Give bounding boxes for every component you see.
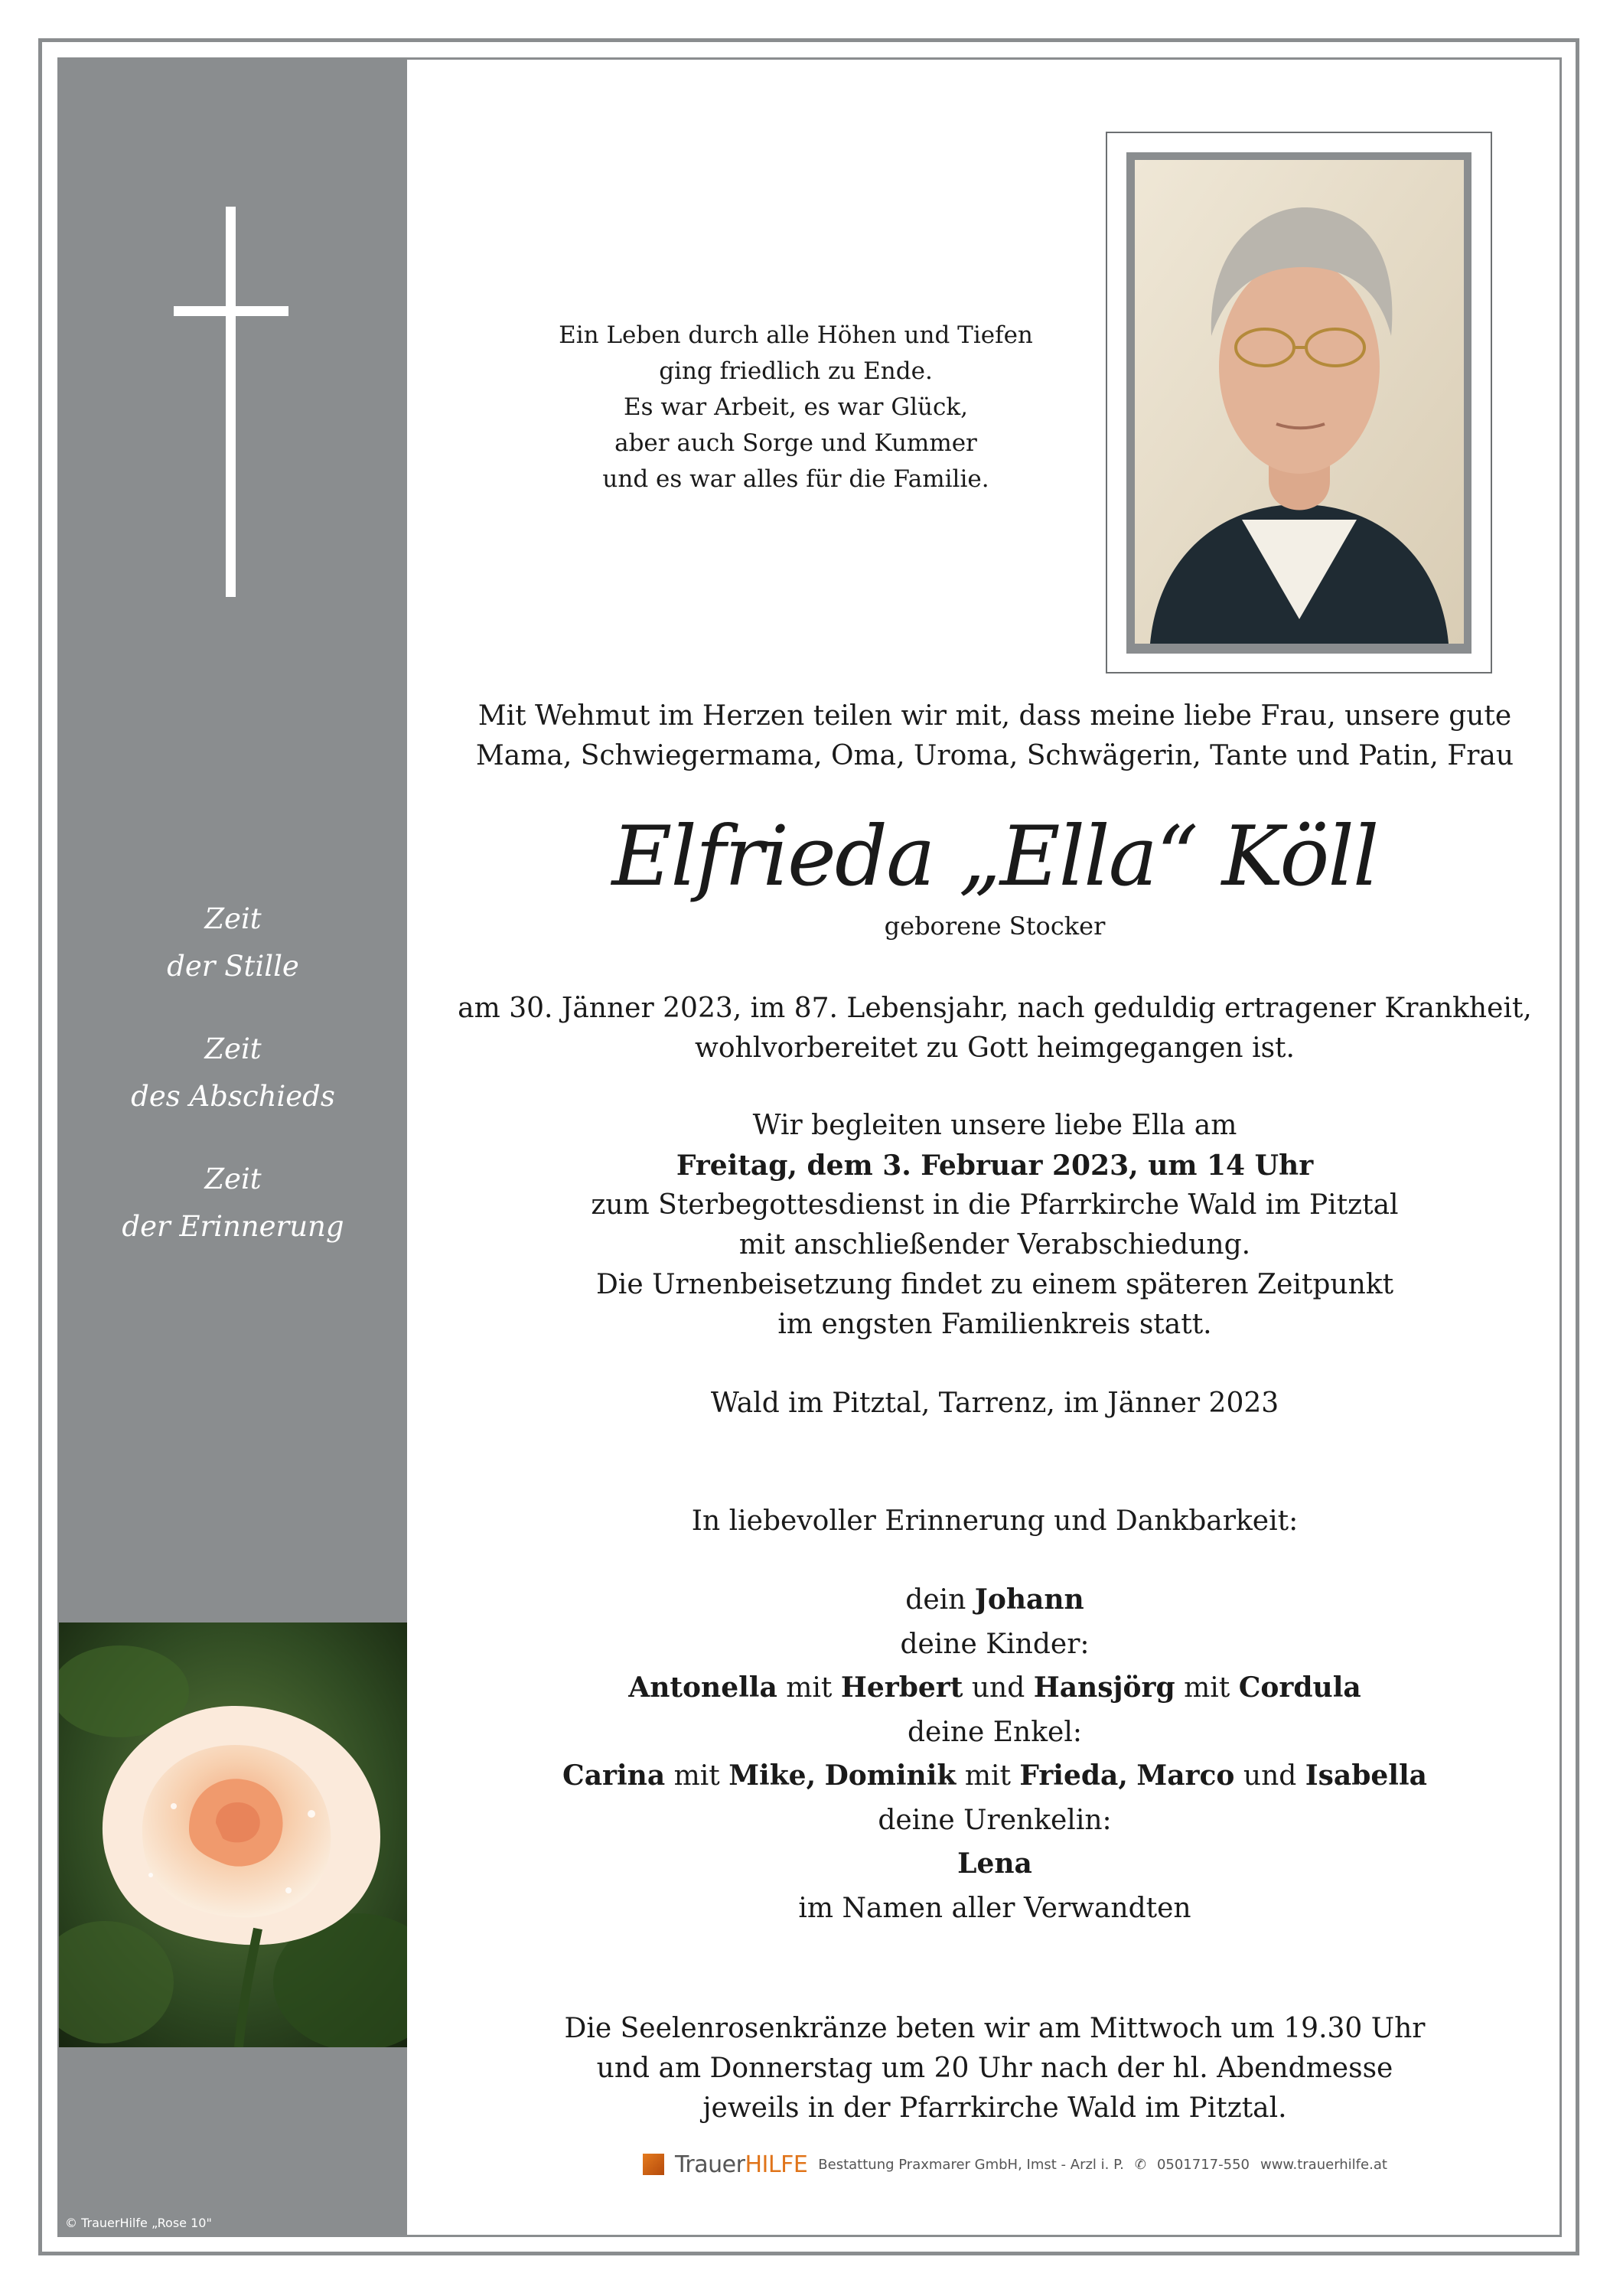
- spouse-prefix: dein: [905, 1584, 966, 1616]
- logo-text-a: Trauer: [675, 2151, 745, 2178]
- grandchild-name: Marco: [1136, 1760, 1235, 1792]
- portrait-photo: [1135, 160, 1464, 644]
- funeral-line: Die Urnenbeisetzung findet zu einem späteren Zeitpunkt: [595, 1269, 1394, 1300]
- verse-line: Zeit: [204, 1163, 262, 1195]
- footer: [643, 2149, 1454, 2180]
- verse-line: Zeit: [204, 1032, 262, 1065]
- grandchildren-line: [429, 1754, 1561, 1799]
- rosary-line: Die Seelenrosenkränze beten wir am Mittwoch um 19.30 Uhr: [564, 2013, 1426, 2044]
- great-grandchildren-label: deine Urenkelin:: [878, 1804, 1112, 1836]
- connector: mit: [786, 1672, 833, 1704]
- poem: [505, 318, 1087, 497]
- verse-line: der Stille: [167, 950, 299, 983]
- poem-line: Es war Arbeit, es war Glück,: [624, 393, 968, 421]
- funeral-line: zum Sterbegottesdienst in die Pfarrkirche Wald im Pitztal: [591, 1189, 1399, 1221]
- death-line: wohlvorbereitet zu Gott heimgegangen ist.: [695, 1032, 1295, 1064]
- poem-line: Ein Leben durch alle Höhen und Tiefen: [559, 321, 1033, 349]
- intro-line: Mit Wehmut im Herzen teilen wir mit, dass meine liebe Frau, unsere gute: [477, 700, 1512, 732]
- rose-image: [59, 1623, 407, 2047]
- company-name: Bestattung Praxmarer GmbH, Imst - Arzl i. P.: [818, 2156, 1124, 2173]
- trauerhilfe-logo: [675, 2151, 807, 2178]
- copyright-note: © TrauerHilfe „Rose 10": [65, 2216, 212, 2230]
- maiden-name: geborene Stocker: [884, 912, 1106, 941]
- rosary-notice: [429, 2009, 1561, 2128]
- cross-icon-bar: [174, 306, 288, 316]
- funeral-details: [429, 1106, 1561, 1345]
- death-line: am 30. Jänner 2023, im 87. Lebensjahr, nach geduldig ertragener Krankheit,: [458, 993, 1532, 1024]
- spouse-line: [429, 1578, 1561, 1623]
- verse-stanza: [59, 1156, 407, 1251]
- poem-line: und es war alles für die Familie.: [602, 465, 989, 493]
- grandchild-partner-name: Frieda,: [1019, 1760, 1128, 1792]
- grandchildren-label: deine Enkel:: [907, 1716, 1083, 1748]
- child-name: Hansjörg: [1033, 1671, 1175, 1704]
- verse-line: der Erinnerung: [122, 1210, 344, 1243]
- rosary-line: und am Donnerstag um 20 Uhr nach der hl. Abendmesse: [596, 2053, 1393, 2084]
- sidebar-verse: [59, 895, 407, 1286]
- phone-icon: ✆: [1134, 2156, 1146, 2173]
- poem-line: ging friedlich zu Ende.: [659, 357, 933, 385]
- website-link[interactable]: www.trauerhilfe.at: [1260, 2156, 1387, 2173]
- place-date: Wald im Pitztal, Tarrenz, im Jänner 2023: [710, 1388, 1279, 1419]
- verse-stanza: [59, 1026, 407, 1120]
- connector: mit: [964, 1760, 1011, 1792]
- gratitude-heading: In liebevoller Erinnerung und Dankbarkeit:: [691, 1505, 1299, 1537]
- phone-number: 0501717-550: [1156, 2156, 1250, 2173]
- funeral-line: Wir begleiten unsere liebe Ella am: [752, 1110, 1237, 1141]
- child-partner-name: Cordula: [1238, 1671, 1361, 1704]
- intro-line: Mama, Schwiegermama, Oma, Uroma, Schwägerin, Tante und Patin, Frau: [475, 740, 1514, 771]
- child-partner-name: Herbert: [840, 1671, 963, 1704]
- grandchild-name: Carina: [562, 1760, 666, 1792]
- verse-line: Zeit: [204, 902, 262, 935]
- poem-line: aber auch Sorge und Kummer: [614, 429, 977, 457]
- great-grandchild-name: Lena: [957, 1848, 1032, 1880]
- trauerhilfe-logo-icon: [643, 2154, 664, 2175]
- verse-line: des Abschieds: [131, 1080, 335, 1113]
- grandchild-partner-name: Mike,: [728, 1760, 816, 1792]
- children-line: [429, 1666, 1561, 1711]
- connector: mit: [1184, 1672, 1230, 1704]
- child-name: Antonella: [628, 1671, 777, 1704]
- funeral-line: mit anschließender Verabschiedung.: [738, 1229, 1251, 1261]
- spouse-name: Johann: [974, 1583, 1084, 1616]
- family-closing: im Namen aller Verwandten: [798, 1892, 1191, 1924]
- deceased-name: Elfrieda „Ella“ Köll: [611, 809, 1378, 905]
- connector: und: [971, 1672, 1025, 1704]
- grandchild-name: Dominik: [824, 1760, 957, 1792]
- announcement-intro: [429, 696, 1561, 776]
- verse-stanza: [59, 895, 407, 990]
- funeral-line: im engsten Familienkreis statt.: [777, 1309, 1212, 1340]
- death-notice: [429, 989, 1561, 1068]
- funeral-date: Freitag, dem 3. Februar 2023, um 14 Uhr: [676, 1150, 1314, 1182]
- family-list: [429, 1578, 1561, 1930]
- children-label: deine Kinder:: [900, 1628, 1090, 1660]
- connector: mit: [673, 1760, 720, 1792]
- logo-text-b: HILFE: [745, 2151, 808, 2178]
- grandchild-name: Isabella: [1305, 1760, 1427, 1792]
- connector: und: [1243, 1760, 1297, 1792]
- rosary-line: jeweils in der Pfarrkirche Wald im Pitztal.: [702, 2092, 1287, 2124]
- cross-icon: [226, 207, 236, 597]
